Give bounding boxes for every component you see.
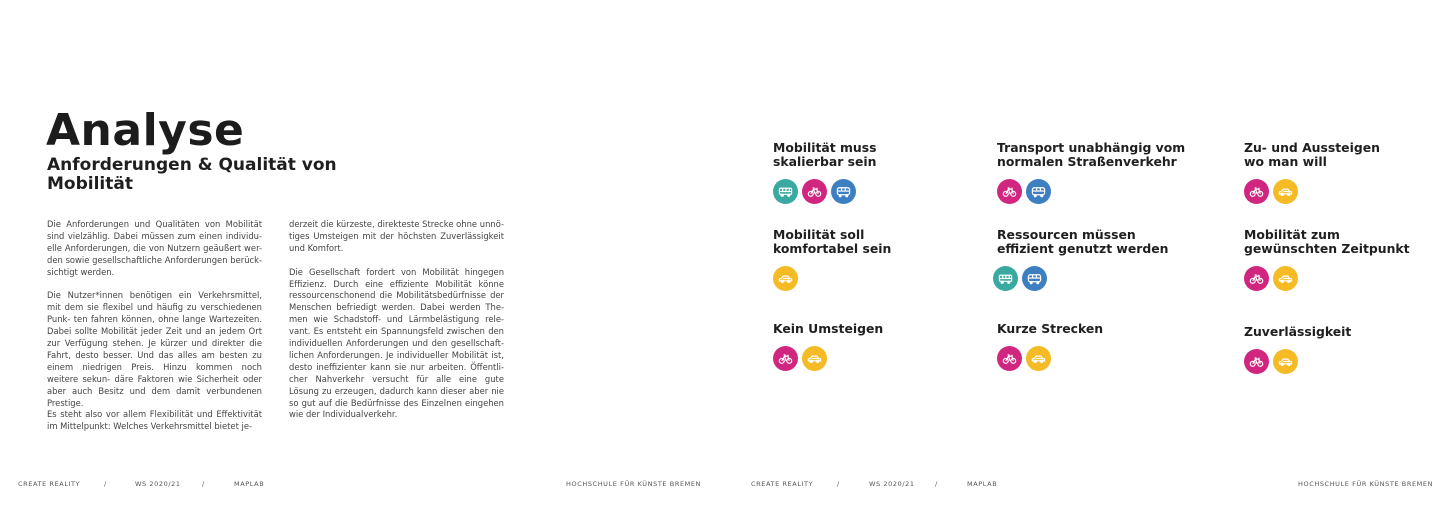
paragraph: Die Anforderungen und Qualitäten von Mobilität sind vielzählig. Dabei müssen zum einen individu- elle Anforderungen, die von Nutzern geäußert wer- den sowie gesellschaftliche Anforderungen berück- sichtigt werden. [47, 219, 262, 277]
requirement-icons [993, 266, 1169, 291]
footer-semester: WS 2020/21 [135, 480, 181, 488]
requirement-independent-transport [997, 141, 1185, 204]
requirement-title: Mobilität soll komfortabel sein [773, 227, 892, 256]
requirement-no-transfer [773, 322, 883, 371]
tram-icon [1026, 179, 1051, 204]
requirement-title: Ressourcen müssen effizient genutzt werden [997, 227, 1169, 256]
paragraph: Es steht also vor allem Flexibilität und Effektivität im Mittelpunkt: Welches Verkehrsmittel bietet je- [47, 409, 262, 432]
footer-separator: / [104, 480, 107, 488]
requirement-title: Kein Umsteigen [773, 321, 884, 336]
requirement-title: Transport unabhängig vom normalen Straßenverkehr [997, 140, 1186, 169]
requirement-short-routes [997, 322, 1103, 371]
text-column-2 [289, 219, 504, 433]
requirement-icons [1244, 266, 1410, 291]
footer-separator: / [935, 480, 938, 488]
footer-maplab: MAPLAB [967, 480, 998, 488]
footer-school: HOCHSCHULE FÜR KÜNSTE BREMEN [566, 480, 702, 488]
paragraph: Die Gesellschaft fordert von Mobilität hingegen Effizienz. Durch eine effiziente Mobilität könne ressourcenschonend die Mobilitätsbedürfnisse der Menschen befriedigt werden. Dabei werden The- men wie Schadstoff- und Lärmbelästigung rele- vant. Es entsteht ein Spannungsfeld zwischen den individuellen Anforderungen und den gesellschaft- lichen Anforderungen. Je individueller Mobilität ist, desto ineffizienter kann sie nur arbeiten. Öffentli- cher Nahverkehr versucht für alle eine gute Lösung zu erzeugen, dadurch kann dieser aber nie so gut auf die Bedürfnisse des Einzelnen eingehen wie der Individualverkehr. [289, 266, 504, 420]
paragraph: derzeit die kürzeste, direkteste Strecke ohne unnö- tiges Umsteigen mit der höchsten Zuverlässigkeit und Komfort. [289, 219, 504, 253]
requirement-icons [773, 346, 883, 371]
requirement-icons [773, 179, 877, 204]
requirement-title: Mobilität muss skalierbar sein [773, 140, 877, 169]
text-column-1 [47, 219, 262, 445]
bicycle-icon [997, 179, 1022, 204]
page-title: Analyse [46, 105, 245, 156]
requirement-resources [997, 228, 1169, 291]
footer-create-reality: CREATE REALITY [18, 480, 81, 488]
requirement-icons [997, 179, 1185, 204]
requirement-title: Kurze Strecken [997, 321, 1104, 336]
requirement-icons [773, 266, 891, 291]
footer-school: HOCHSCHULE FÜR KÜNSTE BREMEN [1298, 480, 1434, 488]
requirement-reliability [1244, 325, 1351, 374]
requirement-on-time [1244, 228, 1410, 291]
car-icon [802, 346, 827, 371]
footer-create-reality: CREATE REALITY [751, 480, 814, 488]
requirement-title: Mobilität zum gewünschten Zeitpunkt [1244, 227, 1410, 256]
tram-icon [831, 179, 856, 204]
requirement-flexible-stops [1244, 141, 1380, 204]
requirement-title: Zuverlässigkeit [1244, 324, 1352, 339]
footer-maplab: MAPLAB [234, 480, 265, 488]
bicycle-icon [1244, 349, 1269, 374]
footer-separator: / [837, 480, 840, 488]
requirement-scalable [773, 141, 877, 204]
car-icon [1026, 346, 1051, 371]
car-icon [1273, 266, 1298, 291]
car-icon [1273, 349, 1298, 374]
requirement-icons [1244, 349, 1351, 374]
requirement-icons [1244, 179, 1380, 204]
car-icon [773, 266, 798, 291]
bicycle-icon [1244, 179, 1269, 204]
paragraph: Die Nutzer*innen benötigen ein Verkehrsmittel, mit dem sie flexibel und häufig zu verschiedenen Punk- ten fahren können, ohne lange Wartezeiten. Dabei sollte Mobilität jeder Zeit und an jedem Ort zur Verfügung stehen. Je kürzer und direkter die Fahrt, desto besser. Und das alles am besten zu einem niedrigen Preis. Hinzu kommen noch weitere sekun- däre Faktoren wie Sicherheit oder aber auch Besitz und dem damit verbundenen Prestige. [47, 290, 262, 408]
requirement-comfort [773, 228, 891, 291]
page-subtitle: Anforderungen & Qualität von Mobilität [47, 155, 337, 194]
footer-semester: WS 2020/21 [869, 480, 915, 488]
bicycle-icon [802, 179, 827, 204]
bicycle-icon [997, 346, 1022, 371]
bus-icon [993, 266, 1018, 291]
bicycle-icon [1244, 266, 1269, 291]
bus-icon [773, 179, 798, 204]
bicycle-icon [773, 346, 798, 371]
requirement-icons [997, 346, 1103, 371]
tram-icon [1022, 266, 1047, 291]
car-icon [1273, 179, 1298, 204]
requirement-title: Zu- und Aussteigen wo man will [1244, 140, 1380, 169]
footer-separator: / [202, 480, 205, 488]
